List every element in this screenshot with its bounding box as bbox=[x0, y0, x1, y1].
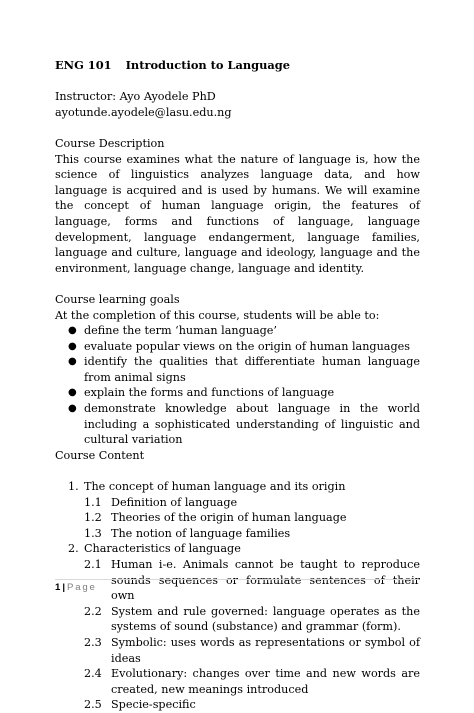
goals-intro: At the completion of this course, students will be able to: bbox=[55, 308, 380, 322]
subtopic-item bbox=[84, 604, 420, 635]
subtopic-list bbox=[84, 495, 420, 542]
footer-separator: | bbox=[62, 582, 66, 593]
subtopic-number: 2.1 bbox=[84, 558, 102, 571]
goals-heading: Course learning goals bbox=[55, 292, 180, 306]
subtopic-text: System and rule governed: language operates as the systems of sound (substance) and grammar (form). bbox=[111, 604, 420, 634]
subtopic-text: Evolutionary: changes over time and new words are created, new meanings introduced bbox=[111, 667, 420, 696]
goal-text: evaluate popular views on the origin of human languages bbox=[84, 339, 410, 353]
topic-number: 2. bbox=[68, 542, 79, 556]
page-number: 1 bbox=[55, 582, 61, 593]
document-page bbox=[55, 58, 420, 713]
description-body: This course examines what the nature of language is, how the science of linguistics analyzes language data, and how language is acquired and is used by humans. We will examine the concept of human language origin, the features of language, forms and functions of language, language development, language endangerment, language families, language and culture, language and ideology, language and the environment, language change, language and identity. bbox=[55, 152, 420, 275]
topic-title: Characteristics of language bbox=[84, 542, 241, 556]
description-heading: Course Description bbox=[55, 136, 165, 150]
goal-item bbox=[55, 323, 420, 339]
subtopic-number: 2.3 bbox=[84, 635, 102, 649]
bullet-icon: ● bbox=[68, 356, 77, 368]
course-title: Introduction to Language bbox=[125, 58, 290, 72]
instructor-email: ayotunde.ayodele@lasu.edu.ng bbox=[55, 105, 232, 119]
subtopic-text: Human i-e. Animals cannot be taught to reproduce sounds sequences or formulate sentences of their own bbox=[111, 558, 420, 603]
subtopic-text: Theories of the origin of human language bbox=[111, 511, 347, 525]
goal-text: define the term ‘human language’ bbox=[84, 324, 277, 338]
bullet-icon: ● bbox=[68, 340, 77, 352]
topic-number: 1. bbox=[68, 480, 79, 494]
subtopic-item bbox=[84, 526, 420, 542]
page-footer bbox=[55, 579, 419, 594]
subtopic-number: 1.1 bbox=[84, 495, 102, 509]
course-title-line bbox=[55, 58, 420, 74]
subtopic-number: 2.4 bbox=[84, 667, 102, 681]
bullet-icon: ● bbox=[68, 403, 77, 415]
subtopic-number: 1.3 bbox=[84, 526, 102, 540]
bullet-icon: ● bbox=[68, 325, 77, 337]
subtopic-number: 2.2 bbox=[84, 604, 102, 618]
goal-text: demonstrate knowledge about language in the world including a sophisticated understanding of linguistic and cultural variation bbox=[84, 402, 420, 447]
goal-text: identify the qualities that differentiate human language from animal signs bbox=[84, 355, 420, 384]
instructor-name: Instructor: Ayo Ayodele PhD bbox=[55, 90, 216, 104]
goal-item bbox=[55, 354, 420, 385]
topic-item bbox=[55, 479, 420, 541]
subtopic-item bbox=[84, 495, 420, 511]
subtopic-item bbox=[84, 666, 420, 697]
goal-item bbox=[55, 339, 420, 355]
goal-text: explain the forms and functions of language bbox=[84, 386, 335, 400]
page-label: Page bbox=[67, 582, 97, 593]
content-heading: Course Content bbox=[55, 448, 145, 462]
subtopic-item bbox=[84, 510, 420, 526]
topic-item bbox=[55, 541, 420, 713]
goal-item bbox=[55, 401, 420, 448]
subtopic-item bbox=[84, 697, 420, 713]
subtopic-number: 2.5 bbox=[84, 698, 102, 712]
subtopic-item bbox=[84, 635, 420, 666]
subtopic-number: 1.2 bbox=[84, 511, 102, 525]
subtopic-text: The notion of language families bbox=[111, 526, 291, 540]
goals-list bbox=[55, 323, 420, 448]
bullet-icon: ● bbox=[68, 387, 77, 399]
topic-title: The concept of human language and its origin bbox=[84, 480, 346, 494]
goal-item bbox=[55, 385, 420, 401]
subtopic-text: Specie-specific bbox=[111, 698, 196, 712]
course-code: ENG 101 bbox=[55, 58, 112, 72]
content-list bbox=[55, 479, 420, 713]
subtopic-text: Symbolic: uses words as representations or symbol of ideas bbox=[111, 635, 420, 665]
subtopic-text: Definition of language bbox=[111, 495, 238, 509]
